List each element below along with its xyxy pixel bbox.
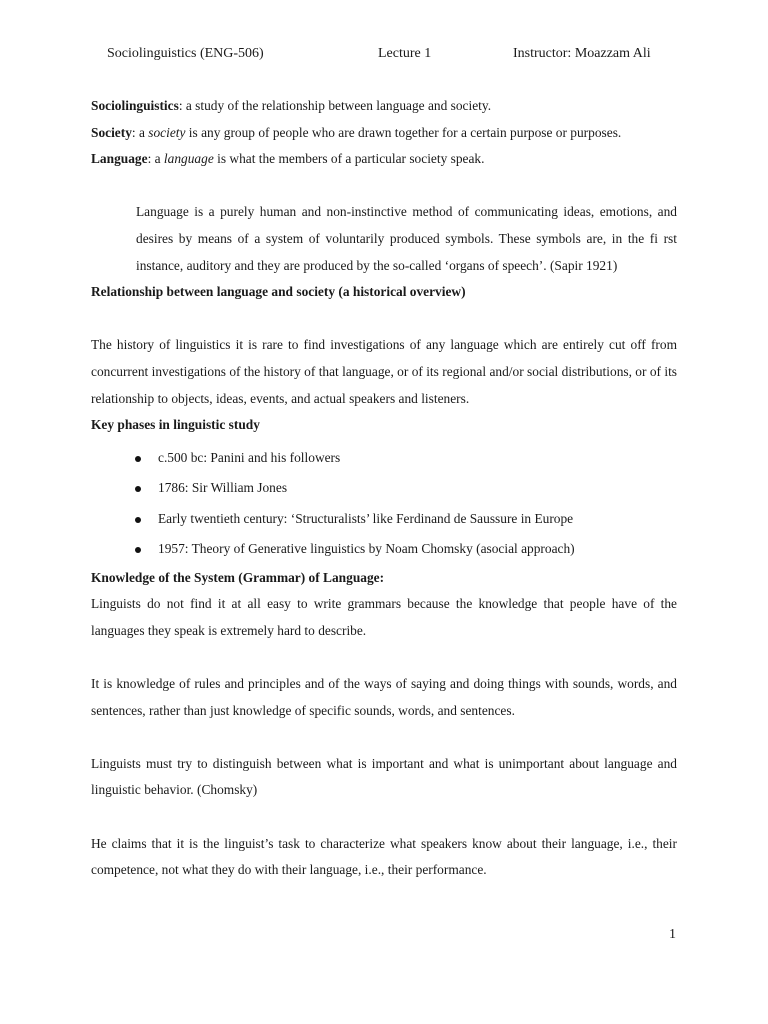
definition-text: is any group of people who are drawn together for a certain purpose or purposes. — [185, 124, 622, 140]
bullet-icon — [135, 547, 141, 553]
spacer — [91, 173, 677, 200]
definition-text: : a — [131, 124, 149, 140]
paragraph-knowledge-4: He claims that it is the linguist’s task to characterize what speakers know about their language, i.e., their competence, not what they do with their language, i.e., their performance. — [91, 835, 677, 878]
paragraph-knowledge-2: It is knowledge of rules and principles and of the ways of saying and doing things with sounds, words, and sentences, rather than just knowledge of specific sounds, words, and sentences. — [91, 676, 677, 718]
lecture-label: Lecture 1 — [378, 46, 432, 61]
definition-text: is what the members of a particular society speak. — [213, 151, 485, 167]
bullet-icon — [135, 486, 141, 492]
definition-sociolinguistics — [91, 93, 677, 120]
definition-society — [91, 120, 677, 147]
italic-term: language — [163, 151, 214, 167]
definition-text: : a — [147, 151, 164, 167]
term-language: Language — [91, 151, 148, 167]
definition-text: : a study of the relationship between language and society. — [178, 98, 492, 113]
bullet-icon — [135, 517, 141, 523]
bullet-icon — [135, 456, 141, 462]
list-item: c.500 bc: Panini and his followers — [91, 443, 677, 474]
paragraph-knowledge-3: Linguists must try to distinguish between what is important and what is unimportant about language and linguistic behavior. (Chomsky) — [91, 755, 677, 798]
spacer — [91, 645, 677, 672]
section-heading-knowledge: Knowledge of the System (Grammar) of Language: — [91, 569, 385, 585]
term-sociolinguistics: Sociolinguistics — [91, 98, 179, 113]
phases-list — [91, 443, 677, 565]
term-society: Society — [91, 124, 132, 140]
block-quote: Language is a purely human and non-instinctive method of communicating ideas, emotions, and desires by means of a system of voluntarily produced symbols. These symbols are, in the fi rst instance, auditory and they are produced by the so-called ‘organs of speech’. (Sapir 1921) — [136, 204, 677, 273]
paragraph-knowledge-1: Linguists do not find it at all easy to write grammars because the knowledge that people have of the languages they speak is extremely hard to describe. — [91, 596, 677, 638]
instructor-label: Instructor: Moazzam Ali — [513, 46, 651, 61]
paragraph-relationship: The history of linguistics it is rare to find investigations of any language which are entirely cut off from concurrent investigations of the history of that language, or of its regional and/or social distributions, or of its relationship to objects, ideas, events, and actual speakers and listeners. — [91, 337, 677, 406]
page-header — [0, 46, 768, 66]
document-body — [91, 93, 677, 884]
section-heading-relationship: Relationship between language and society (a historical overview) — [91, 284, 466, 300]
list-item: Early twentieth century: ‘Structuralists’ like Ferdinand de Saussure in Europe — [91, 504, 677, 535]
page-number: 1 — [669, 927, 676, 942]
list-item: 1786: Sir William Jones — [91, 473, 677, 504]
definition-language — [91, 146, 677, 173]
spacer — [91, 306, 677, 333]
section-heading-phases: Key phases in linguistic study — [91, 417, 260, 433]
italic-term: society — [148, 124, 186, 140]
list-item: 1957: Theory of Generative linguistics by Noam Chomsky (asocial approach) — [91, 534, 677, 565]
spacer — [91, 724, 677, 751]
spacer — [91, 804, 677, 831]
course-title: Sociolinguistics (ENG-506) — [107, 46, 264, 61]
